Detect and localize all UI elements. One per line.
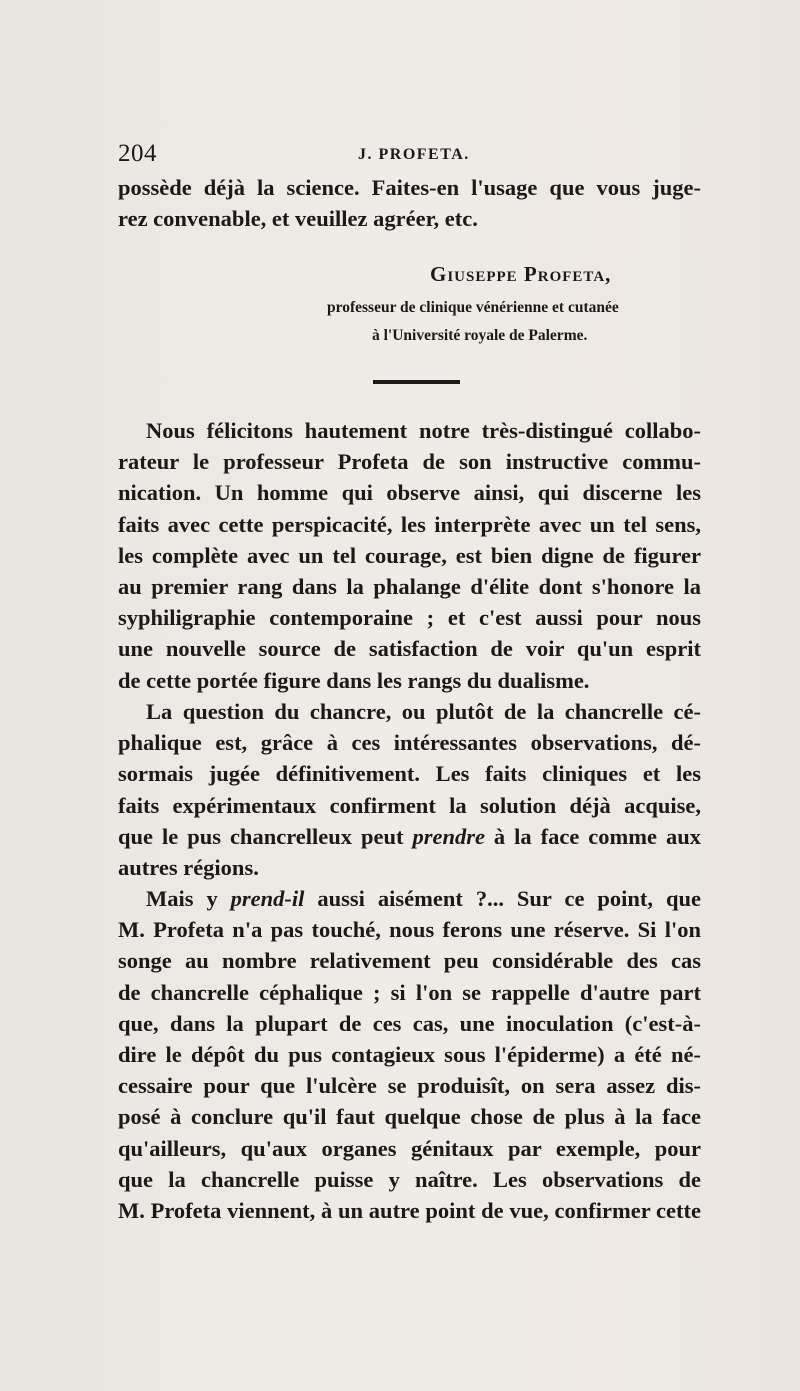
italic-word: prend-il <box>230 886 305 911</box>
text-line: M. Profeta n'a pas touché, nous ferons une réserve. Si l'on <box>118 917 701 943</box>
text-fragment: Mais y <box>146 886 231 911</box>
text-line: que, dans la plupart de ces cas, une inoculation (c'est-à- <box>118 1010 701 1036</box>
text-line <box>118 883 701 914</box>
text-line: faits avec cette perspicacité, les interprète avec un tel sens, <box>118 511 701 537</box>
paragraph-3 <box>118 883 701 1226</box>
text-line: dire le dépôt du pus contagieux sous l'épiderme) a été né- <box>118 1042 701 1068</box>
text-line: sormais jugée définitivement. Les faits cliniques et les <box>118 761 701 787</box>
text-line: possède déjà la science. Faites-en l'usage que vous juge- <box>118 175 701 200</box>
text-line: posé à conclure qu'il faut quelque chose de plus à la face <box>118 1104 701 1130</box>
text-line: au premier rang dans la phalange d'élite dont s'honore la <box>118 574 701 600</box>
section-rule <box>373 380 460 384</box>
text-line: nication. Un homme qui observe ainsi, qui discerne les <box>118 480 701 506</box>
text-fragment: aussi aisément ?... Sur ce point, que <box>304 886 702 911</box>
text-line: M. Profeta viennent, à un autre point de vue, confirmer cette <box>118 1198 701 1224</box>
text-line: qu'ailleurs, qu'aux organes génitaux par exemple, pour <box>118 1135 701 1161</box>
text-line: rateur le professeur Profeta de son instructive commu- <box>118 449 701 475</box>
text-line: songe au nombre relativement peu considérable des cas <box>118 948 701 974</box>
text-line: phalique est, grâce à ces intéressantes observations, dé- <box>118 730 701 756</box>
text-line: cessaire pour que l'ulcère se produisît, on sera assez dis- <box>118 1073 701 1099</box>
text-line: rez convenable, et veuillez agréer, etc. <box>118 206 478 232</box>
signature-title: professeur de clinique vénérienne et cutanée <box>327 299 619 316</box>
signature-affiliation: à l'Université royale de Palerme. <box>372 327 588 344</box>
text-line: de chancrelle céphalique ; si l'on se rappelle d'autre part <box>118 979 701 1005</box>
text-fragment: à la face comme aux <box>484 823 701 849</box>
text-line: faits expérimentaux confirment la solution déjà acquise, <box>118 792 701 818</box>
page-number: 204 <box>118 140 157 167</box>
text-fragment: que le pus chancrelleux peut <box>118 823 413 849</box>
paragraph-2 <box>118 696 701 883</box>
page-header <box>118 140 700 170</box>
paragraph-1 <box>118 415 701 696</box>
text-line: de cette portée figure dans les rangs du dualisme. <box>118 667 590 693</box>
text-line: syphiligraphie contemporaine ; et c'est aussi pour nous <box>118 605 701 631</box>
text-line <box>118 821 701 852</box>
text-line: autres régions. <box>118 855 259 881</box>
text-line: une nouvelle source de satisfaction de voir qu'un esprit <box>118 636 701 662</box>
letter-closing <box>118 172 701 234</box>
signature-name: Giuseppe Profeta, <box>430 262 612 286</box>
text-line: que la chancrelle puisse y naître. Les observations de <box>118 1166 701 1192</box>
italic-word: prendre <box>412 823 485 849</box>
text-line: Nous félicitons hautement notre très-distingué collabo- <box>146 418 701 443</box>
text-line: La question du chancre, ou plutôt de la chancrelle cé- <box>146 699 701 724</box>
text-line: les complète avec un tel courage, est bien digne de figurer <box>118 542 701 568</box>
running-head: J. PROFETA. <box>358 146 470 163</box>
